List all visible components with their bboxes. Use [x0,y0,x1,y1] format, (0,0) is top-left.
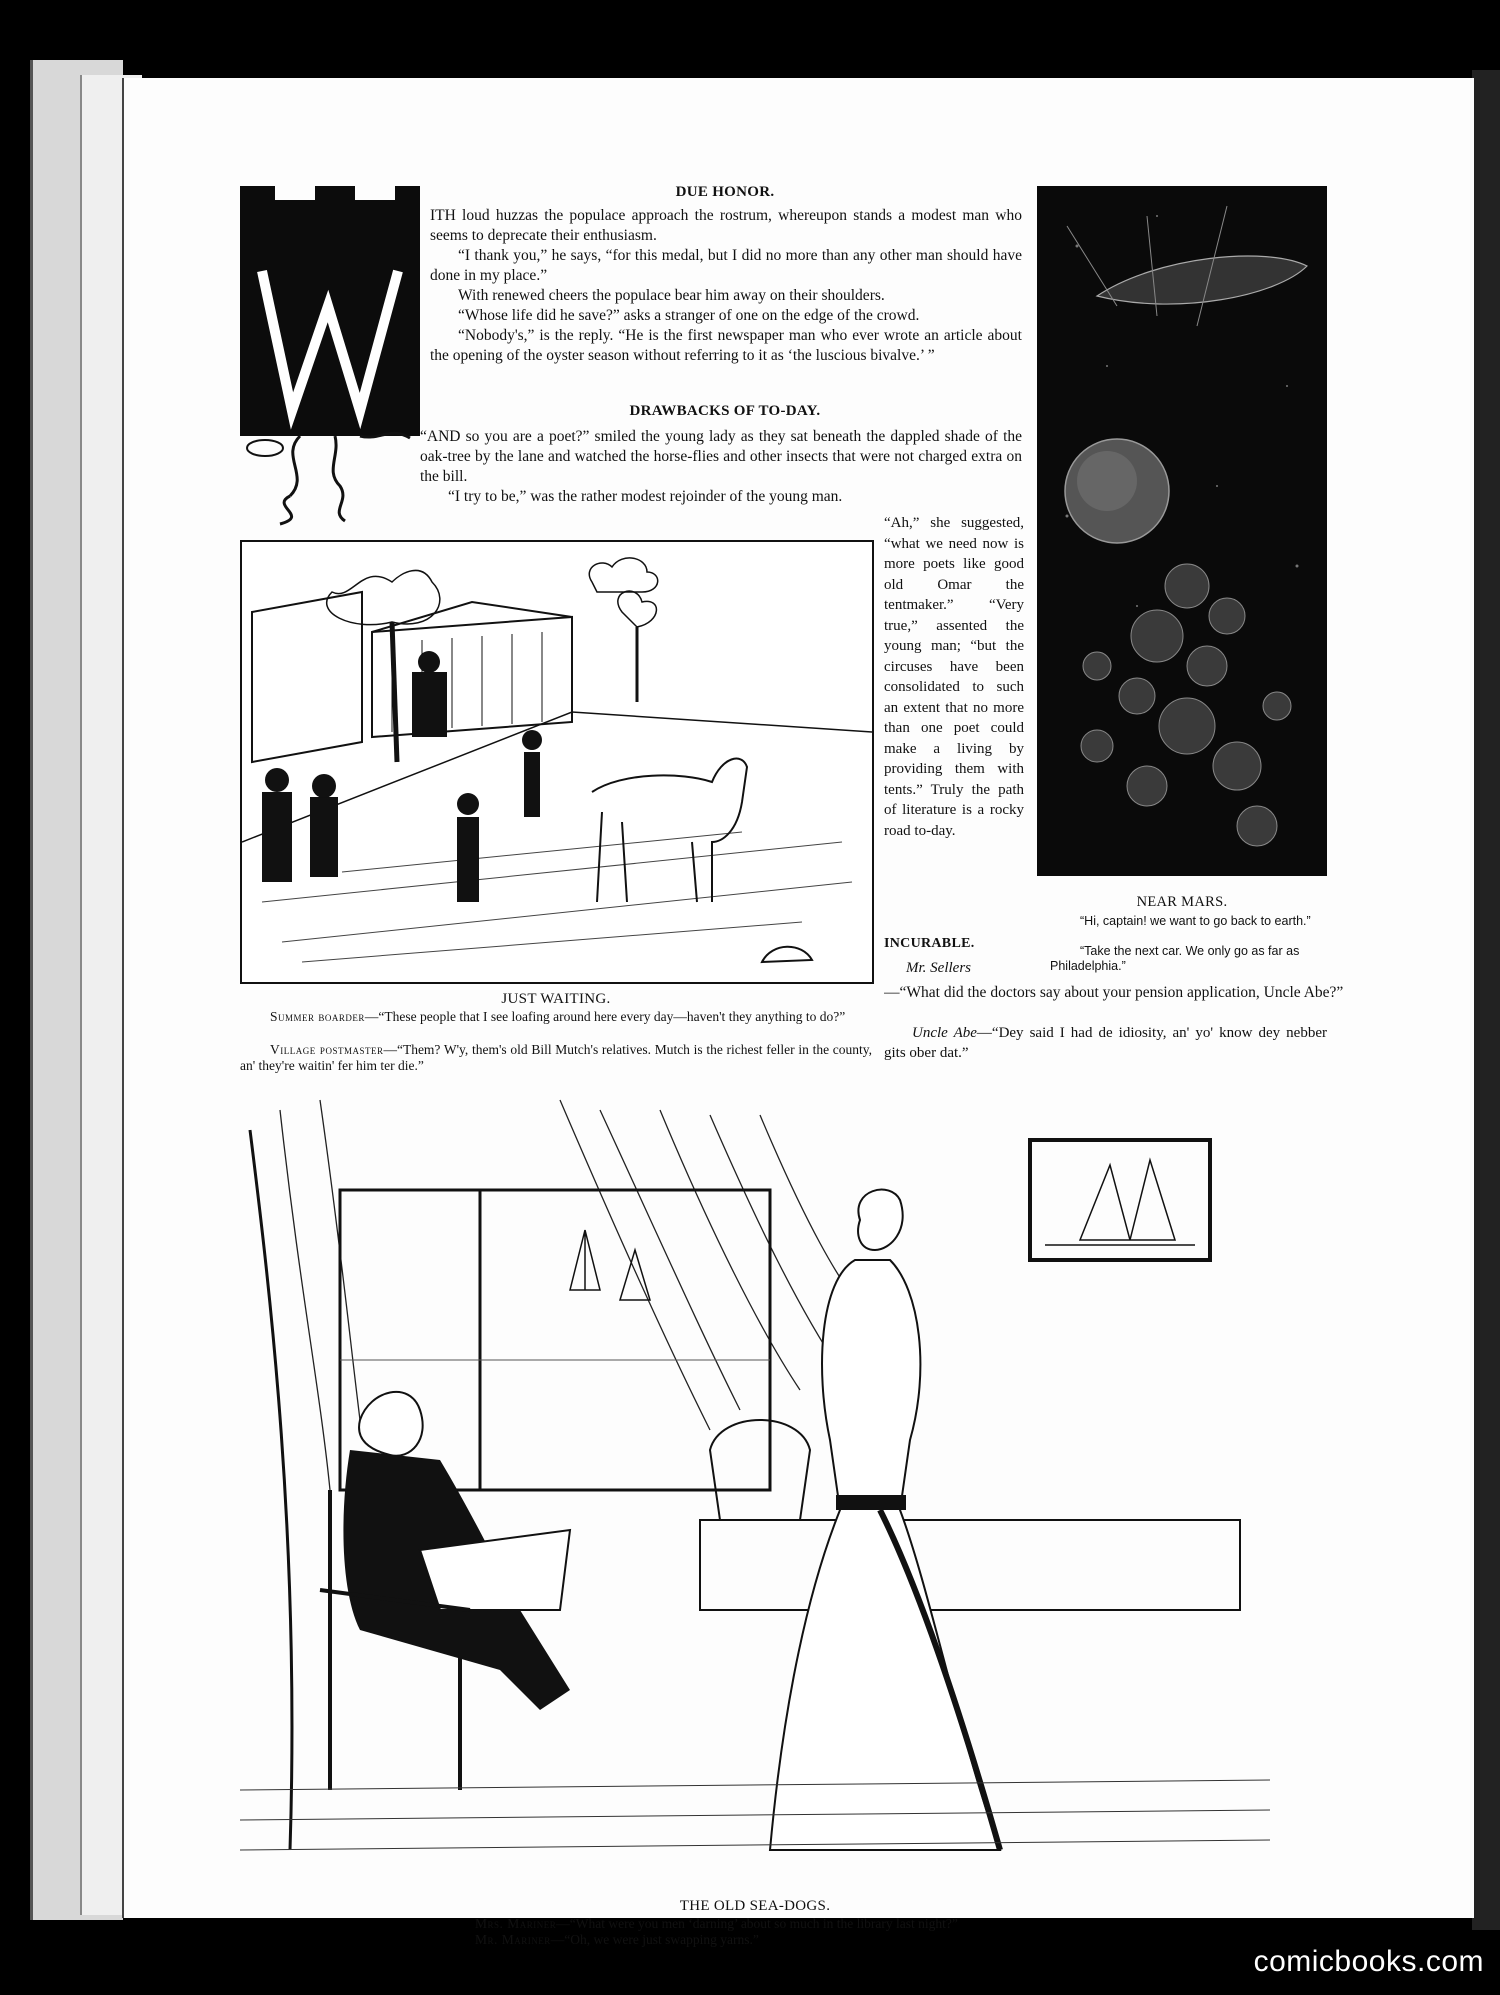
speaker-summer-boarder: Summer boarder [270,1009,365,1024]
near-mars-line1: “Hi, captain! we want to go back to earth.” [1080,914,1311,928]
drawbacks-p2: “I try to be,” was the rather modest rejoinder of the young man. [448,488,843,505]
drawbacks-text [420,427,1022,507]
dropcap-w-svg [240,186,420,526]
speaker-uncle-abe: Uncle Abe [912,1025,977,1041]
sea-dogs-illustration [240,1090,1270,1890]
incurable-line2: —“Dey said I had de idiosity, an' yo' know dey nebber gits ober dat.” [884,1025,1327,1061]
just-waiting-drawing [242,542,872,982]
incurable-part2 [884,1023,1327,1063]
sea-dogs-line-2 [475,1932,1275,1948]
dropcap-w [240,186,420,526]
near-mars-illustration [1037,186,1327,876]
due-honor-p4: “Whose life did he save?” asks a stranger of one on the edge of the crowd. [458,307,920,324]
incurable-line1: —“What did the doctors say about your pension application, Uncle Abe?” [884,984,1344,1001]
sea-dogs-caption: THE OLD SEA-DOGS. [679,1898,831,1914]
scan-border-right [1472,70,1500,1930]
due-honor-title: DUE HONOR. [675,184,775,200]
due-honor-p3: With renewed cheers the populace bear him away on their shoulders. [458,287,885,304]
drawbacks-column: “Ah,” she suggested, “what we need now is more poets like good old Omar the tentmaker.” “Very true,” assented the young man; “but the circuses have been consolidated to such an extent that no more than one poet could make a living by providing them with tents.” Truly the path of literature is a rocky road to-day. [884,515,1024,839]
speaker-village-postmaster: Village postmaster [270,1042,384,1057]
dropcap-letter: W [254,211,255,212]
sea-dogs-line1: —“What were you men ‘darning’ about so much in the library last night?” [556,1916,958,1931]
drawbacks-p1: “AND so you are a poet?” smiled the young lady as they sat beneath the dappled shade of the oak-tree by the lane and watched the horse-flies and other insects that were not charged extra on the bill. [420,428,1022,485]
speaker-mrs-mariner: Mrs. Mariner [475,1916,557,1931]
due-honor-text [430,206,1022,366]
drawbacks-title: DRAWBACKS OF TO-DAY. [629,403,821,419]
just-waiting-caption: JUST WAITING. [501,991,611,1007]
due-honor-p1: ITH loud huzzas the populace approach the rostrum, whereupon stands a modest man who seems to deprecate their enthusiasm. [430,207,1022,244]
just-waiting-dialogue-2 [240,1042,872,1074]
near-mars-caption: NEAR MARS. [1136,894,1228,910]
due-honor-p5: “Nobody's,” is the reply. “He is the first newspaper man who ever wrote an article about the opening of the oyster season without referring to it as ‘the luscious bivalve.’ ” [430,327,1022,364]
just-waiting-illustration [240,540,874,984]
speaker-mr-mariner: Mr. Mariner [475,1932,551,1947]
near-mars-drawing [1037,186,1327,876]
just-waiting-line1: —“These people that I see loafing around here every day—haven't they anything to do?” [364,1009,846,1024]
near-mars-line2: “Take the next car. We only go as far as Philadelphia.” [1050,944,1300,973]
just-waiting-line2: —“Them? W'y, them's old Bill Mutch's relatives. Mutch is the richest feller in the county, an' they're waitin' fer him ter die.” [240,1042,872,1073]
due-honor-p2: “I thank you,” he says, “for this medal, but I did no more than any other man should have done in my place.” [430,247,1022,284]
watermark: comicbooks.com [1253,1945,1484,1978]
sea-dogs-drawing [240,1090,1270,1890]
incurable-part1 [884,958,1024,978]
sea-dogs-line-1 [475,1916,1275,1932]
just-waiting-dialogue [240,1009,872,1025]
sea-dogs-line2: —“Oh, we were just swapping yarns.” [550,1932,759,1947]
speaker-mr-sellers: Mr. Sellers [906,960,971,976]
incurable-title: INCURABLE. [884,936,975,951]
incurable-full [884,983,1327,1003]
